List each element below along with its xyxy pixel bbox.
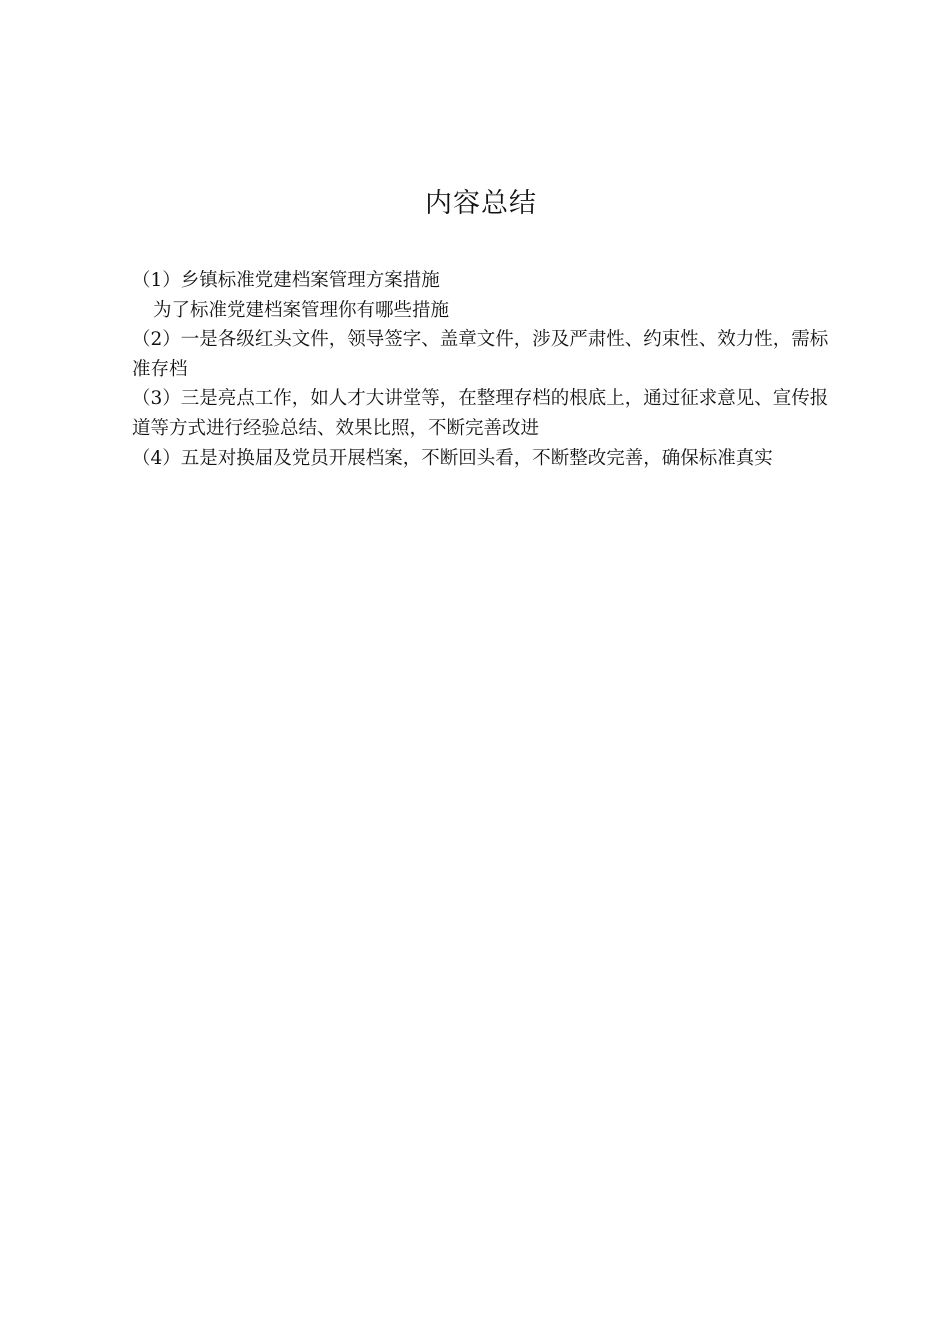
document-title: 内容总结 bbox=[425, 188, 537, 219]
document-body bbox=[132, 266, 832, 473]
paragraph-subtitle: 为了标准党建档案管理你有哪些措施 bbox=[153, 299, 450, 321]
paragraph-3: （3）三是亮点工作，如人才大讲堂等，在整理存档的根底上，通过征求意见、宣传报道等方式进行经验总结、效果比照，不断完善改进 bbox=[132, 388, 829, 439]
paragraph-2: （2）一是各级红头文件，领导签字、盖章文件，涉及严肃性、约束性、效力性，需标准存档 bbox=[132, 329, 829, 380]
paragraph-4: （4）五是对换届及党员开展档案，不断回头看，不断整改完善，确保标准真实 bbox=[132, 447, 773, 469]
paragraph-1: （1）乡镇标准党建档案管理方案措施 bbox=[132, 270, 440, 291]
